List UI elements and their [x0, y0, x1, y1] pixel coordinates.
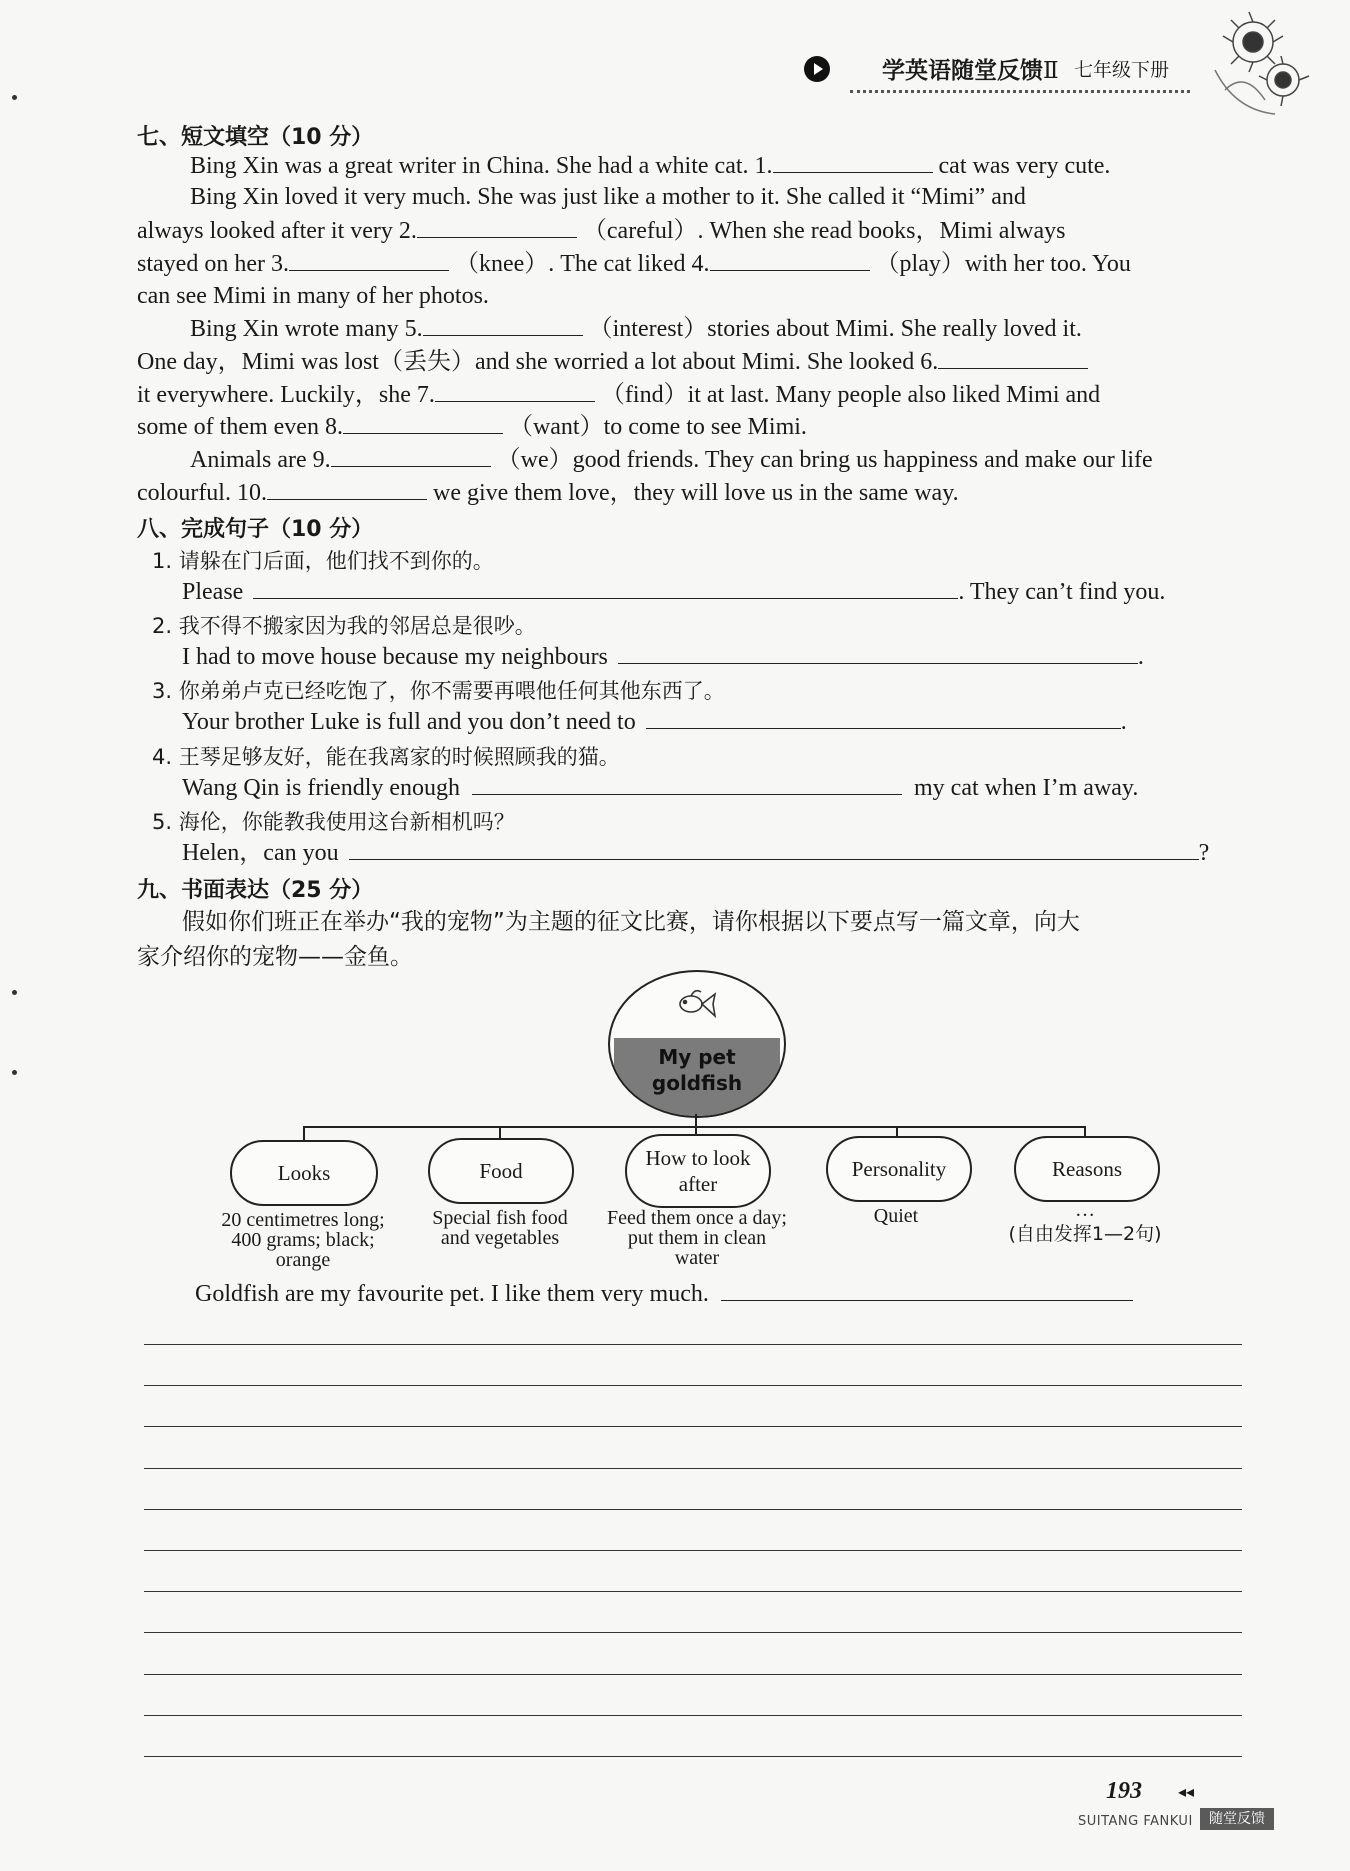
personality-description: Quiet: [873, 1205, 919, 1227]
writing-line[interactable]: [144, 1715, 1242, 1716]
section-9-heading: 九、书面表达（25 分）: [137, 878, 374, 903]
sentence-3-chinese: 3. 你弟弟卢克已经吃饱了，你不需要再喂他任何其他东西了。: [152, 679, 725, 703]
sentence-1-chinese: 1. 请躲在门后面，他们找不到你的。: [152, 549, 494, 573]
connector: [303, 1126, 305, 1140]
writing-line[interactable]: [144, 1756, 1242, 1757]
goldfish-icon: [675, 986, 719, 1026]
passage-line-10: Animals are 9. （we）good friends. They can bring us happiness and make our life: [190, 444, 1153, 475]
reasons-description: … (自由发挥1—2句): [1008, 1199, 1162, 1245]
section-7-heading: 七、短文填空（10 分）: [137, 125, 374, 150]
sentence-4-blank[interactable]: [472, 772, 902, 795]
sentence-2-english: I had to move house because my neighbours .: [182, 641, 1144, 672]
footer-brand: SUITANG FANKUI: [1078, 1814, 1193, 1829]
blank-8[interactable]: [343, 411, 503, 434]
sentence-5-english: Helen，can you ?: [182, 837, 1209, 868]
writing-line[interactable]: [144, 1509, 1242, 1510]
center-node-line-2: goldfish: [651, 1071, 743, 1095]
sentence-1-blank[interactable]: [253, 576, 958, 599]
header-subtitle: 七年级下册: [1074, 59, 1170, 81]
node-food: Food: [428, 1138, 574, 1204]
passage-line-6: Bing Xin wrote many 5. （interest）stories about Mimi. She really loved it.: [190, 313, 1082, 344]
flower-decoration-icon: [1205, 10, 1325, 120]
looks-description: 20 centimetres long; 400 grams; black; orange: [221, 1209, 385, 1271]
blank-2[interactable]: [417, 215, 577, 238]
writing-line[interactable]: [144, 1591, 1242, 1592]
footer-badge: 随堂反馈: [1200, 1808, 1274, 1830]
blank-5[interactable]: [423, 313, 583, 336]
sentence-2-blank[interactable]: [618, 641, 1138, 664]
node-reasons: Reasons: [1014, 1136, 1160, 1202]
page-number: 193: [1106, 1778, 1142, 1804]
writing-blank-line-0[interactable]: [721, 1278, 1133, 1301]
sentence-2-chinese: 2. 我不得不搬家因为我的邻居总是很吵。: [152, 614, 536, 638]
writing-line[interactable]: [144, 1550, 1242, 1551]
passage-line-7: One day，Mimi was lost（丢失）and she worried a lot about Mimi. She looked 6.: [137, 346, 1088, 377]
margin-mark: [12, 95, 17, 100]
writing-line[interactable]: [144, 1674, 1242, 1675]
passage-line-2: Bing Xin loved it very much. She was just like a mother to it. She called it “Mimi” and: [190, 184, 1026, 210]
sentence-3-english: Your brother Luke is full and you don’t need to .: [182, 706, 1127, 737]
header-title: 学英语随堂反馈Ⅱ: [882, 58, 1059, 84]
writing-line[interactable]: [144, 1385, 1242, 1386]
how-to-look-after-description: Feed them once a day; put them in clean water: [607, 1207, 787, 1269]
passage-line-9: some of them even 8. （want）to come to see Mimi.: [137, 411, 807, 442]
writing-prompt-line-1: 假如你们班正在举办“我的宠物”为主题的征文比赛，请你根据以下要点写一篇文章，向大: [182, 909, 1080, 935]
center-node: [608, 970, 786, 1118]
header-play-icon: [804, 56, 830, 82]
sentence-5-blank[interactable]: [349, 837, 1199, 860]
writing-line[interactable]: [144, 1468, 1242, 1469]
margin-mark: [12, 990, 17, 995]
sentence-4-chinese: 4. 王琴足够友好，能在我离家的时候照顾我的猫。: [152, 745, 620, 769]
passage-line-11: colourful. 10. we give them love，they will love us in the same way.: [137, 477, 959, 508]
blank-6[interactable]: [938, 346, 1088, 369]
writing-start-sentence: Goldfish are my favourite pet. I like them very much.: [195, 1278, 1133, 1309]
passage-line-3: always looked after it very 2. （careful）. When she read books，Mimi always: [137, 215, 1065, 246]
margin-mark: [12, 1070, 17, 1075]
blank-9[interactable]: [331, 444, 491, 467]
section-8-heading: 八、完成句子（10 分）: [137, 517, 374, 542]
node-personality: Personality: [826, 1136, 972, 1202]
node-how-to-look-after: How to look after: [625, 1134, 771, 1208]
sentence-1-english: Please . They can’t find you.: [182, 576, 1165, 607]
writing-prompt-line-2: 家介绍你的宠物——金鱼。: [137, 944, 413, 970]
node-looks: Looks: [230, 1140, 378, 1206]
writing-line[interactable]: [144, 1426, 1242, 1427]
passage-line-8: it everywhere. Luckily，she 7. （find）it at last. Many people also liked Mimi and: [137, 379, 1100, 410]
page-arrows: ◂◂: [1178, 1782, 1195, 1801]
blank-3[interactable]: [289, 248, 449, 271]
sentence-3-blank[interactable]: [646, 706, 1121, 729]
writing-line[interactable]: [144, 1632, 1242, 1633]
writing-line[interactable]: [144, 1344, 1242, 1345]
blank-4[interactable]: [710, 248, 870, 271]
blank-7[interactable]: [435, 379, 595, 402]
passage-line-5: can see Mimi in many of her photos.: [137, 283, 489, 309]
sentence-5-chinese: 5. 海伦，你能教我使用这台新相机吗？: [152, 810, 515, 834]
blank-1[interactable]: [773, 150, 933, 173]
passage-line-1: Bing Xin was a great writer in China. She had a white cat. 1. cat was very cute.: [190, 150, 1110, 181]
connector: [695, 1114, 697, 1126]
passage-line-4: stayed on her 3. （knee）. The cat liked 4. （play）with her too. You: [137, 248, 1131, 279]
blank-10[interactable]: [267, 477, 427, 500]
header-dotted-rule: [850, 90, 1190, 93]
center-node-line-1: My pet: [658, 1045, 736, 1069]
sentence-4-english: Wang Qin is friendly enough my cat when I’m away.: [182, 772, 1138, 803]
food-description: Special fish food and vegetables: [432, 1207, 568, 1249]
